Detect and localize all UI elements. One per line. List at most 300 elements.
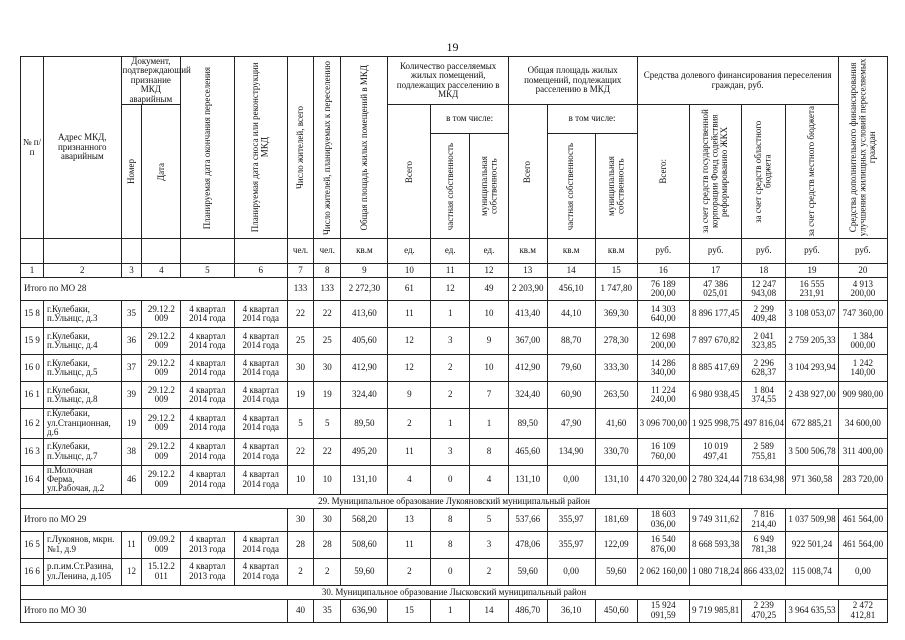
row-value: 22 bbox=[287, 438, 313, 465]
row-value: 3 bbox=[431, 438, 470, 465]
row-planned-demolition: 4 квартал 2014 года bbox=[234, 328, 287, 355]
col-number-cell: 1 bbox=[21, 264, 44, 278]
row-value: 508,60 bbox=[341, 531, 388, 558]
col-rooms-municipal-header: муниципальная собственность bbox=[470, 134, 509, 239]
total-value: 47 386 025,01 bbox=[689, 278, 741, 301]
row-planned-end: 4 квартал 2014 года bbox=[181, 382, 234, 409]
row-value: 2 bbox=[388, 558, 431, 585]
col-document-header: Документ, подтверждающий признание МКД аварийным bbox=[122, 56, 191, 104]
row-planned-demolition: 4 квартал 2014 года bbox=[234, 465, 287, 494]
total-value: 537,66 bbox=[508, 508, 547, 531]
table-header bbox=[21, 57, 888, 278]
unit-cell: кв.м bbox=[508, 239, 547, 264]
row-value: 44,10 bbox=[547, 301, 595, 328]
col-number-cell: 11 bbox=[431, 264, 470, 278]
row-value: 1 080 718,24 bbox=[689, 558, 741, 585]
row-doc-number: 37 bbox=[121, 355, 142, 382]
row-value: 465,60 bbox=[508, 438, 547, 465]
row-value: 4 bbox=[470, 465, 509, 494]
row-planned-end: 4 квартал 2014 года bbox=[181, 355, 234, 382]
total-value: 1 747,80 bbox=[595, 278, 637, 301]
col-area-private-header: частная собственность bbox=[547, 134, 595, 239]
row-value: 2 780 324,44 bbox=[689, 465, 741, 494]
total-value: 15 bbox=[388, 599, 431, 622]
row-value: 2 bbox=[470, 558, 509, 585]
total-value: 30 bbox=[314, 508, 341, 531]
row-planned-end: 4 квартал 2013 года bbox=[181, 531, 234, 558]
row-value: 2 bbox=[388, 409, 431, 438]
row-value: 2 041 323,85 bbox=[742, 328, 786, 355]
unit-cell: руб. bbox=[742, 239, 786, 264]
row-value: 412,90 bbox=[508, 355, 547, 382]
row-value: 2 299 409,48 bbox=[742, 301, 786, 328]
col-fund-total-header: Всего: bbox=[637, 105, 689, 239]
row-value: 283 720,00 bbox=[838, 465, 887, 494]
row-value: 22 bbox=[314, 301, 341, 328]
row-address: р.п.им.Ст.Разина, ул.Ленина, д.105 bbox=[44, 558, 121, 585]
row-value: 2 759 205,33 bbox=[786, 328, 838, 355]
row-planned-demolition: 4 квартал 2014 года bbox=[234, 438, 287, 465]
col-number-cell: 18 bbox=[742, 264, 786, 278]
row-value: 0,00 bbox=[838, 558, 887, 585]
total-value: 61 bbox=[388, 278, 431, 301]
row-doc-number: 11 bbox=[121, 531, 142, 558]
section-title-row bbox=[21, 494, 888, 508]
total-value: 15 924 091,59 bbox=[637, 599, 689, 622]
row-value: 115 008,74 bbox=[786, 558, 838, 585]
row-value: 6 980 938,45 bbox=[689, 382, 741, 409]
row-planned-demolition: 4 квартал 2014 года bbox=[234, 558, 287, 585]
row-value: 413,60 bbox=[341, 301, 388, 328]
row-planned-demolition: 4 квартал 2014 года bbox=[234, 301, 287, 328]
row-planned-end: 4 квартал 2014 года bbox=[181, 301, 234, 328]
row-doc-date: 09.09.2 009 bbox=[142, 531, 181, 558]
row-doc-date: 15.12.2 011 bbox=[142, 558, 181, 585]
section-title: 30. Муниципальное образование Лысковский муниципальный район bbox=[21, 585, 888, 599]
row-value: 1 bbox=[431, 301, 470, 328]
row-doc-date: 29.12.2 009 bbox=[142, 301, 181, 328]
row-value: 909 980,00 bbox=[838, 382, 887, 409]
row-value: 495,20 bbox=[341, 438, 388, 465]
row-doc-date: 29.12.2 009 bbox=[142, 328, 181, 355]
col-number-cell: 20 bbox=[838, 264, 887, 278]
row-doc-number: 46 bbox=[121, 465, 142, 494]
col-rooms-incl-header: в том числе: bbox=[431, 105, 508, 134]
row-doc-number: 12 bbox=[121, 558, 142, 585]
col-fund-regional-header: за счет средств областного бюджета bbox=[742, 105, 786, 239]
total-value: 30 bbox=[287, 508, 313, 531]
row-number: 16 3 bbox=[21, 438, 44, 465]
table-row bbox=[21, 382, 888, 409]
section-total-row bbox=[21, 599, 888, 622]
row-value: 6 949 781,38 bbox=[742, 531, 786, 558]
row-planned-end: 4 квартал 2013 года bbox=[181, 558, 234, 585]
total-value: 4 913 200,00 bbox=[838, 278, 887, 301]
row-value: 12 698 200,00 bbox=[637, 328, 689, 355]
row-number: 16 0 bbox=[21, 355, 44, 382]
row-value: 3 bbox=[431, 328, 470, 355]
column-numbers-row bbox=[21, 264, 888, 278]
row-value: 8 bbox=[470, 438, 509, 465]
col-number-cell: 15 bbox=[595, 264, 637, 278]
row-value: 1 804 374,55 bbox=[742, 382, 786, 409]
row-number: 16 6 bbox=[21, 558, 44, 585]
col-total-area-header: Общая площадь жилых помещений в МКД bbox=[341, 57, 388, 239]
row-address: г.Кулебаки, п.Ульнцс, д.8 bbox=[44, 382, 121, 409]
row-value: 3 096 700,00 bbox=[637, 409, 689, 438]
row-value: 324,40 bbox=[341, 382, 388, 409]
row-value: 412,90 bbox=[341, 355, 388, 382]
col-number-cell: 14 bbox=[547, 264, 595, 278]
row-value: 30 bbox=[287, 355, 313, 382]
total-value: 2 239 470,25 bbox=[742, 599, 786, 622]
row-value: 12 bbox=[388, 328, 431, 355]
row-value: 311 400,00 bbox=[838, 438, 887, 465]
row-value: 59,60 bbox=[595, 558, 637, 585]
total-value: 12 bbox=[431, 278, 470, 301]
total-value: 13 bbox=[388, 508, 431, 531]
row-value: 11 224 240,00 bbox=[637, 382, 689, 409]
row-value: 25 bbox=[314, 328, 341, 355]
total-value: 461 564,00 bbox=[838, 508, 887, 531]
row-value: 866 433,02 bbox=[742, 558, 786, 585]
col-number-cell: 4 bbox=[142, 264, 181, 278]
col-rooms-count-header: Количество расселяемых жилых помещений, подлежащих расселению в МКД bbox=[388, 57, 508, 105]
row-value: 41,60 bbox=[595, 409, 637, 438]
row-value: 461 564,00 bbox=[838, 531, 887, 558]
total-value: 40 bbox=[287, 599, 313, 622]
col-number-cell: 7 bbox=[287, 264, 313, 278]
row-value: 28 bbox=[287, 531, 313, 558]
row-value: 10 019 497,41 bbox=[689, 438, 741, 465]
unit-cell: руб. bbox=[838, 239, 887, 264]
row-value: 0 bbox=[431, 465, 470, 494]
row-value: 0 bbox=[431, 558, 470, 585]
unit-cell: ед. bbox=[431, 239, 470, 264]
row-value: 263,50 bbox=[595, 382, 637, 409]
unit-cell: руб. bbox=[637, 239, 689, 264]
row-value: 369,30 bbox=[595, 301, 637, 328]
total-value: 18 603 036,00 bbox=[637, 508, 689, 531]
row-value: 330,70 bbox=[595, 438, 637, 465]
row-planned-end: 4 квартал 2014 года bbox=[181, 328, 234, 355]
row-value: 16 540 876,00 bbox=[637, 531, 689, 558]
row-value: 405,60 bbox=[341, 328, 388, 355]
col-area-total-header: Всего bbox=[508, 105, 547, 239]
total-value: 181,69 bbox=[595, 508, 637, 531]
row-address: г.Кулебаки, п.Ульнцс, д.3 bbox=[44, 301, 121, 328]
row-doc-date: 29.12.2 009 bbox=[142, 409, 181, 438]
row-value: 7 bbox=[470, 382, 509, 409]
row-value: 10 bbox=[470, 355, 509, 382]
row-value: 8 668 593,38 bbox=[689, 531, 741, 558]
row-value: 0,00 bbox=[547, 558, 595, 585]
total-value: 1 037 509,98 bbox=[786, 508, 838, 531]
row-address: п.Молочная Ферма, ул.Рабочая, д.2 bbox=[44, 465, 121, 494]
unit-cell: руб. bbox=[689, 239, 741, 264]
row-doc-number: 35 bbox=[121, 301, 142, 328]
row-value: 718 634,98 bbox=[742, 465, 786, 494]
total-value: 486,70 bbox=[508, 599, 547, 622]
table-row bbox=[21, 328, 888, 355]
col-num-header: № п/ п bbox=[21, 57, 44, 239]
row-value: 10 bbox=[470, 301, 509, 328]
total-value: 133 bbox=[287, 278, 313, 301]
col-area-municipal-header: муниципальная собственность bbox=[595, 134, 637, 239]
row-value: 22 bbox=[287, 301, 313, 328]
row-value: 2 296 628,37 bbox=[742, 355, 786, 382]
total-label: Итого по МО 28 bbox=[21, 278, 288, 301]
section-title-row bbox=[21, 585, 888, 599]
row-address: г.Кулебаки, п.Ульнцс, д.4 bbox=[44, 328, 121, 355]
row-number: 16 1 bbox=[21, 382, 44, 409]
row-value: 131,10 bbox=[508, 465, 547, 494]
total-value: 5 bbox=[470, 508, 509, 531]
table-row bbox=[21, 531, 888, 558]
table-row bbox=[21, 301, 888, 328]
row-value: 747 360,00 bbox=[838, 301, 887, 328]
row-doc-date: 29.12.2 009 bbox=[142, 438, 181, 465]
row-value: 9 bbox=[388, 382, 431, 409]
total-value: 133 bbox=[314, 278, 341, 301]
row-value: 2 bbox=[314, 558, 341, 585]
total-value: 1 bbox=[431, 599, 470, 622]
row-value: 134,90 bbox=[547, 438, 595, 465]
unit-cell: кв.м bbox=[595, 239, 637, 264]
row-value: 478,06 bbox=[508, 531, 547, 558]
col-doc-date-header: Дата bbox=[142, 105, 181, 239]
total-value: 8 bbox=[431, 508, 470, 531]
row-value: 22 bbox=[314, 438, 341, 465]
row-value: 4 bbox=[388, 465, 431, 494]
col-number-cell: 17 bbox=[689, 264, 741, 278]
row-number: 15 8 bbox=[21, 301, 44, 328]
col-rooms-private-header: частная собственность bbox=[431, 134, 470, 239]
table-body bbox=[21, 278, 888, 623]
row-value: 34 600,00 bbox=[838, 409, 887, 438]
row-value: 1 925 998,75 bbox=[689, 409, 741, 438]
row-doc-date: 29.12.2 009 bbox=[142, 465, 181, 494]
row-value: 922 501,24 bbox=[786, 531, 838, 558]
col-additional-header: Средства дополнительного финансирования улучшения жилищных условий переселяемых граждан bbox=[838, 57, 887, 239]
row-value: 10 bbox=[314, 465, 341, 494]
row-number: 16 2 bbox=[21, 409, 44, 438]
row-value: 122,09 bbox=[595, 531, 637, 558]
row-value: 9 bbox=[470, 328, 509, 355]
unit-cell: чел. bbox=[314, 239, 341, 264]
row-value: 12 bbox=[388, 355, 431, 382]
row-value: 131,10 bbox=[595, 465, 637, 494]
col-funding-header: Средства долевого финансирования переселения граждан, руб. bbox=[637, 57, 838, 105]
col-number-cell: 2 bbox=[44, 264, 121, 278]
total-value: 3 964 635,53 bbox=[786, 599, 838, 622]
col-area-resettle-header: Общая площадь жилых помещений, подлежащих расселению в МКД bbox=[508, 57, 637, 105]
row-value: 19 bbox=[287, 382, 313, 409]
col-fund-fund-header: за счет средств государственной корпорации Фонд содействия реформированию ЖКХ bbox=[689, 105, 741, 239]
row-doc-number: 38 bbox=[121, 438, 142, 465]
row-value: 2 589 755,81 bbox=[742, 438, 786, 465]
row-value: 7 897 670,82 bbox=[689, 328, 741, 355]
total-value: 35 bbox=[314, 599, 341, 622]
total-value: 2 272,30 bbox=[341, 278, 388, 301]
col-number-cell: 8 bbox=[314, 264, 341, 278]
row-doc-number: 39 bbox=[121, 382, 142, 409]
row-planned-demolition: 4 квартал 2014 года bbox=[234, 531, 287, 558]
row-number: 16 5 bbox=[21, 531, 44, 558]
col-number-cell: 6 bbox=[234, 264, 287, 278]
row-value: 971 360,58 bbox=[786, 465, 838, 494]
table-row bbox=[21, 438, 888, 465]
resettlement-table bbox=[20, 56, 888, 623]
row-value: 497 816,04 bbox=[742, 409, 786, 438]
unit-cell: ед. bbox=[388, 239, 431, 264]
total-label: Итого по МО 30 bbox=[21, 599, 288, 622]
row-value: 1 bbox=[470, 409, 509, 438]
row-address: г.Кулебаки, п.Ульнцс, д.5 bbox=[44, 355, 121, 382]
total-value: 9 749 311,62 bbox=[689, 508, 741, 531]
table-row bbox=[21, 355, 888, 382]
row-value: 89,50 bbox=[508, 409, 547, 438]
row-value: 278,30 bbox=[595, 328, 637, 355]
row-value: 8 896 177,45 bbox=[689, 301, 741, 328]
total-value: 2 472 412,81 bbox=[838, 599, 887, 622]
total-value: 450,60 bbox=[595, 599, 637, 622]
row-value: 1 242 140,00 bbox=[838, 355, 887, 382]
row-value: 59,60 bbox=[508, 558, 547, 585]
row-value: 367,00 bbox=[508, 328, 547, 355]
total-value: 16 555 231,91 bbox=[786, 278, 838, 301]
row-address: г.Кулебаки, п.Ульнцс, д.7 bbox=[44, 438, 121, 465]
row-value: 8 bbox=[431, 531, 470, 558]
row-address: г.Лукоянов, мкрн. №1, д.9 bbox=[44, 531, 121, 558]
row-planned-end: 4 квартал 2014 года bbox=[181, 465, 234, 494]
col-number-cell: 16 bbox=[637, 264, 689, 278]
row-doc-number: 36 bbox=[121, 328, 142, 355]
col-number-cell: 19 bbox=[786, 264, 838, 278]
col-fund-local-header: за счет средств местного бюджета bbox=[786, 105, 838, 239]
row-value: 10 bbox=[287, 465, 313, 494]
col-number-cell: 12 bbox=[470, 264, 509, 278]
unit-cell: кв.м bbox=[341, 239, 388, 264]
row-address: г.Кулебаки, ул.Станционная, д.6 bbox=[44, 409, 121, 438]
col-doc-number-header: Номер bbox=[121, 105, 142, 239]
row-value: 25 bbox=[287, 328, 313, 355]
page-number: 19 bbox=[446, 40, 459, 54]
col-number-cell: 9 bbox=[341, 264, 388, 278]
row-value: 2 438 927,00 bbox=[786, 382, 838, 409]
row-number: 16 4 bbox=[21, 465, 44, 494]
total-value: 7 816 214,40 bbox=[742, 508, 786, 531]
section-total-row bbox=[21, 278, 888, 301]
total-value: 636,90 bbox=[341, 599, 388, 622]
row-value: 333,30 bbox=[595, 355, 637, 382]
row-value: 1 bbox=[431, 409, 470, 438]
col-area-incl-header: в том числе: bbox=[547, 105, 637, 134]
row-value: 11 bbox=[388, 438, 431, 465]
col-number-cell: 5 bbox=[181, 264, 234, 278]
unit-cell: ед. bbox=[470, 239, 509, 264]
row-value: 355,97 bbox=[547, 531, 595, 558]
col-residents-total-header: Число жителей, всего bbox=[287, 57, 313, 239]
row-doc-number: 19 bbox=[121, 409, 142, 438]
row-value: 88,70 bbox=[547, 328, 595, 355]
unit-cell: руб. bbox=[786, 239, 838, 264]
unit-cell: кв.м bbox=[547, 239, 595, 264]
col-rooms-total-header: Всего bbox=[388, 105, 431, 239]
row-value: 672 885,21 bbox=[786, 409, 838, 438]
row-value: 14 286 340,00 bbox=[637, 355, 689, 382]
row-doc-date: 29.12.2 009 bbox=[142, 382, 181, 409]
row-value: 2 bbox=[431, 355, 470, 382]
row-value: 89,50 bbox=[341, 409, 388, 438]
row-value: 131,10 bbox=[341, 465, 388, 494]
row-value: 8 885 417,69 bbox=[689, 355, 741, 382]
table-row bbox=[21, 465, 888, 494]
row-value: 3 500 506,78 bbox=[786, 438, 838, 465]
row-value: 2 bbox=[287, 558, 313, 585]
row-planned-demolition: 4 квартал 2014 года bbox=[234, 382, 287, 409]
row-value: 59,60 bbox=[341, 558, 388, 585]
row-value: 2 bbox=[431, 382, 470, 409]
col-number-cell: 13 bbox=[508, 264, 547, 278]
row-value: 3 108 053,07 bbox=[786, 301, 838, 328]
row-value: 11 bbox=[388, 531, 431, 558]
row-value: 16 109 760,00 bbox=[637, 438, 689, 465]
units-row bbox=[21, 239, 888, 264]
row-number: 15 9 bbox=[21, 328, 44, 355]
row-value: 60,90 bbox=[547, 382, 595, 409]
col-address-header: Адрес МКД, признанного аварийным bbox=[44, 57, 121, 239]
row-planned-end: 4 квартал 2014 года bbox=[181, 438, 234, 465]
row-value: 28 bbox=[314, 531, 341, 558]
total-value: 2 203,90 bbox=[508, 278, 547, 301]
total-value: 9 719 985,81 bbox=[689, 599, 741, 622]
row-value: 3 104 293,94 bbox=[786, 355, 838, 382]
row-planned-demolition: 4 квартал 2014 года bbox=[234, 355, 287, 382]
row-value: 0,00 bbox=[547, 465, 595, 494]
col-planned-demolition-header: Планируемая дата сноса или реконструкции МКД bbox=[234, 57, 287, 239]
row-value: 4 470 320,00 bbox=[637, 465, 689, 494]
col-number-cell: 3 bbox=[121, 264, 142, 278]
row-value: 2 062 160,00 bbox=[637, 558, 689, 585]
unit-cell: чел. bbox=[287, 239, 313, 264]
table-row bbox=[21, 409, 888, 438]
total-value: 36,10 bbox=[547, 599, 595, 622]
total-value: 355,97 bbox=[547, 508, 595, 531]
row-value: 3 bbox=[470, 531, 509, 558]
total-value: 76 189 200,00 bbox=[637, 278, 689, 301]
total-value: 49 bbox=[470, 278, 509, 301]
row-value: 413,40 bbox=[508, 301, 547, 328]
total-label: Итого по МО 29 bbox=[21, 508, 288, 531]
table-row bbox=[21, 558, 888, 585]
total-value: 12 247 943,08 bbox=[742, 278, 786, 301]
row-value: 1 384 000,00 bbox=[838, 328, 887, 355]
row-value: 19 bbox=[314, 382, 341, 409]
section-total-row bbox=[21, 508, 888, 531]
row-value: 5 bbox=[287, 409, 313, 438]
row-value: 30 bbox=[314, 355, 341, 382]
row-value: 5 bbox=[314, 409, 341, 438]
row-value: 79,60 bbox=[547, 355, 595, 382]
row-planned-end: 4 квартал 2014 года bbox=[181, 409, 234, 438]
total-value: 456,10 bbox=[547, 278, 595, 301]
total-value: 568,20 bbox=[341, 508, 388, 531]
row-planned-demolition: 4 квартал 2014 года bbox=[234, 409, 287, 438]
row-value: 11 bbox=[388, 301, 431, 328]
row-doc-date: 29.12.2 009 bbox=[142, 355, 181, 382]
row-value: 47,90 bbox=[547, 409, 595, 438]
